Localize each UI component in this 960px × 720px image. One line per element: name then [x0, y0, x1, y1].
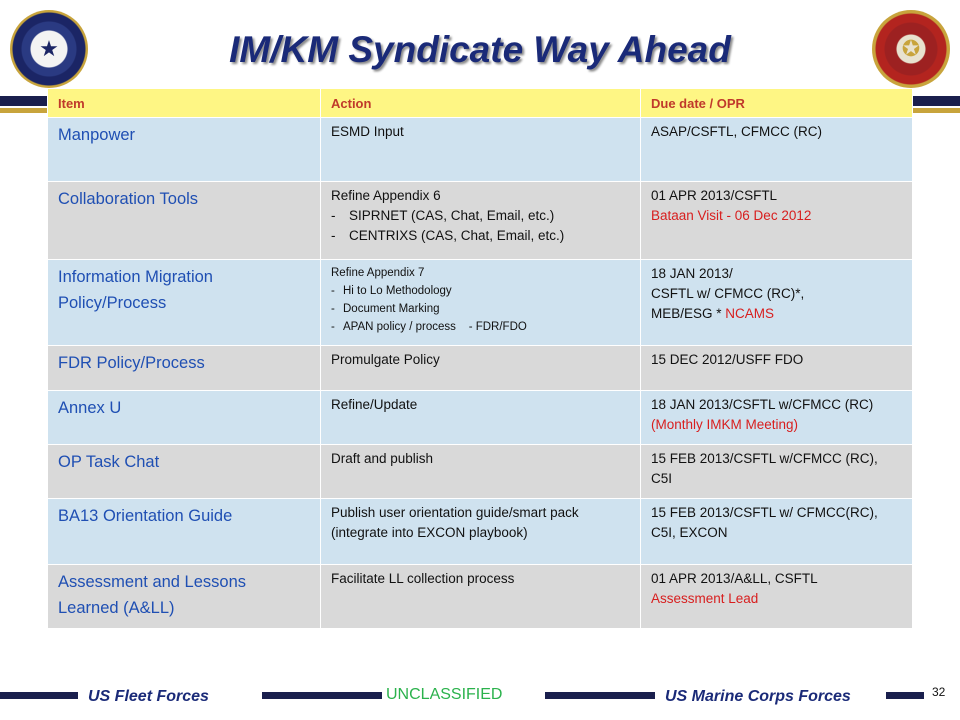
classification-label: UNCLASSIFIED	[386, 686, 503, 703]
row-action	[321, 182, 641, 260]
row-action: Promulgate Policy	[321, 346, 641, 391]
action-main: Refine Appendix 7	[331, 267, 425, 279]
list-item-text: APAN policy / process - FDR/FDO	[343, 321, 527, 333]
page-number: 32	[932, 685, 946, 699]
due-text: 01 APR 2013/A&LL, CSFTL	[651, 571, 818, 586]
us-fleet-forces-seal-icon: ★	[10, 10, 88, 88]
list-item: - Document Marking	[331, 300, 630, 318]
table-row	[48, 118, 913, 182]
header-item: Item	[48, 89, 321, 118]
table-row	[48, 260, 913, 346]
row-item: Collaboration Tools	[48, 182, 321, 260]
table-row	[48, 499, 913, 565]
row-due	[641, 565, 913, 629]
due-text-3-main: MEB/ESG *	[651, 306, 726, 321]
row-action: ESMD Input	[321, 118, 641, 182]
action-main: Refine Appendix 6	[331, 188, 441, 203]
list-item-text: Hi to Lo Methodology	[343, 285, 452, 297]
row-due	[641, 182, 913, 260]
list-item: - Hi to Lo Methodology	[331, 282, 630, 300]
due-note: Bataan Visit - 06 Dec 2012	[651, 208, 812, 223]
list-item: - CENTRIXS (CAS, Chat, Email, etc.)	[331, 226, 630, 246]
due-note: Assessment Lead	[651, 591, 759, 606]
row-due: 15 FEB 2013/CSFTL w/ CFMCC(RC), C5I, EXCON	[641, 499, 913, 565]
row-item: Manpower	[48, 118, 321, 182]
list-item-text: Document Marking	[343, 303, 440, 315]
marine-corps-forces-seal-icon: ✪	[872, 10, 950, 88]
row-due	[641, 260, 913, 346]
due-text: 01 APR 2013/CSFTL	[651, 188, 778, 203]
row-due: ASAP/CSFTL, CFMCC (RC)	[641, 118, 913, 182]
way-ahead-table	[47, 88, 913, 629]
row-item: BA13 Orientation Guide	[48, 499, 321, 565]
list-item-text: SIPRNET (CAS, Chat, Email, etc.)	[349, 208, 555, 223]
row-action: Draft and publish	[321, 445, 641, 499]
due-text-2: CSFTL w/ CFMCC (RC)*,	[651, 286, 805, 301]
footer-line-mid-left	[262, 692, 382, 699]
row-action: Refine/Update	[321, 391, 641, 445]
table-row	[48, 182, 913, 260]
footer-line-right	[886, 692, 924, 699]
footer-line-mid-right	[545, 692, 655, 699]
due-text: 18 JAN 2013/CSFTL w/CFMCC (RC)	[651, 397, 874, 412]
row-item: OP Task Chat	[48, 445, 321, 499]
table-row	[48, 445, 913, 499]
row-due: 15 DEC 2012/USFF FDO	[641, 346, 913, 391]
row-action: Facilitate LL collection process	[321, 565, 641, 629]
due-note: (Monthly IMKM Meeting)	[651, 417, 799, 432]
footer-right-label: US Marine Corps Forces	[665, 688, 851, 705]
action-sublist	[331, 206, 630, 246]
list-item: - APAN policy / process - FDR/FDO	[331, 318, 630, 336]
action-sublist	[331, 282, 630, 336]
header-due: Due date / OPR	[641, 89, 913, 118]
row-due	[641, 391, 913, 445]
footer-left-label: US Fleet Forces	[88, 688, 209, 705]
table-header-row	[48, 89, 913, 118]
due-note: NCAMS	[725, 306, 775, 321]
list-item: - SIPRNET (CAS, Chat, Email, etc.)	[331, 206, 630, 226]
row-action: Publish user orientation guide/smart pack (integrate into EXCON playbook)	[321, 499, 641, 565]
header-action: Action	[321, 89, 641, 118]
row-item: FDR Policy/Process	[48, 346, 321, 391]
row-action	[321, 260, 641, 346]
row-item: Information Migration Policy/Process	[48, 260, 321, 346]
list-item-text: CENTRIXS (CAS, Chat, Email, etc.)	[349, 228, 565, 243]
row-due: 15 FEB 2013/CSFTL w/CFMCC (RC), C5I	[641, 445, 913, 499]
due-text: 18 JAN 2013/	[651, 266, 733, 281]
row-item: Assessment and Lessons Learned (A&LL)	[48, 565, 321, 629]
slide-title: IM/KM Syndicate Way Ahead	[229, 29, 731, 70]
table-row	[48, 391, 913, 445]
row-item: Annex U	[48, 391, 321, 445]
footer-line-left	[0, 692, 78, 699]
due-text-3	[651, 304, 902, 324]
table-row	[48, 565, 913, 629]
table-row	[48, 346, 913, 391]
